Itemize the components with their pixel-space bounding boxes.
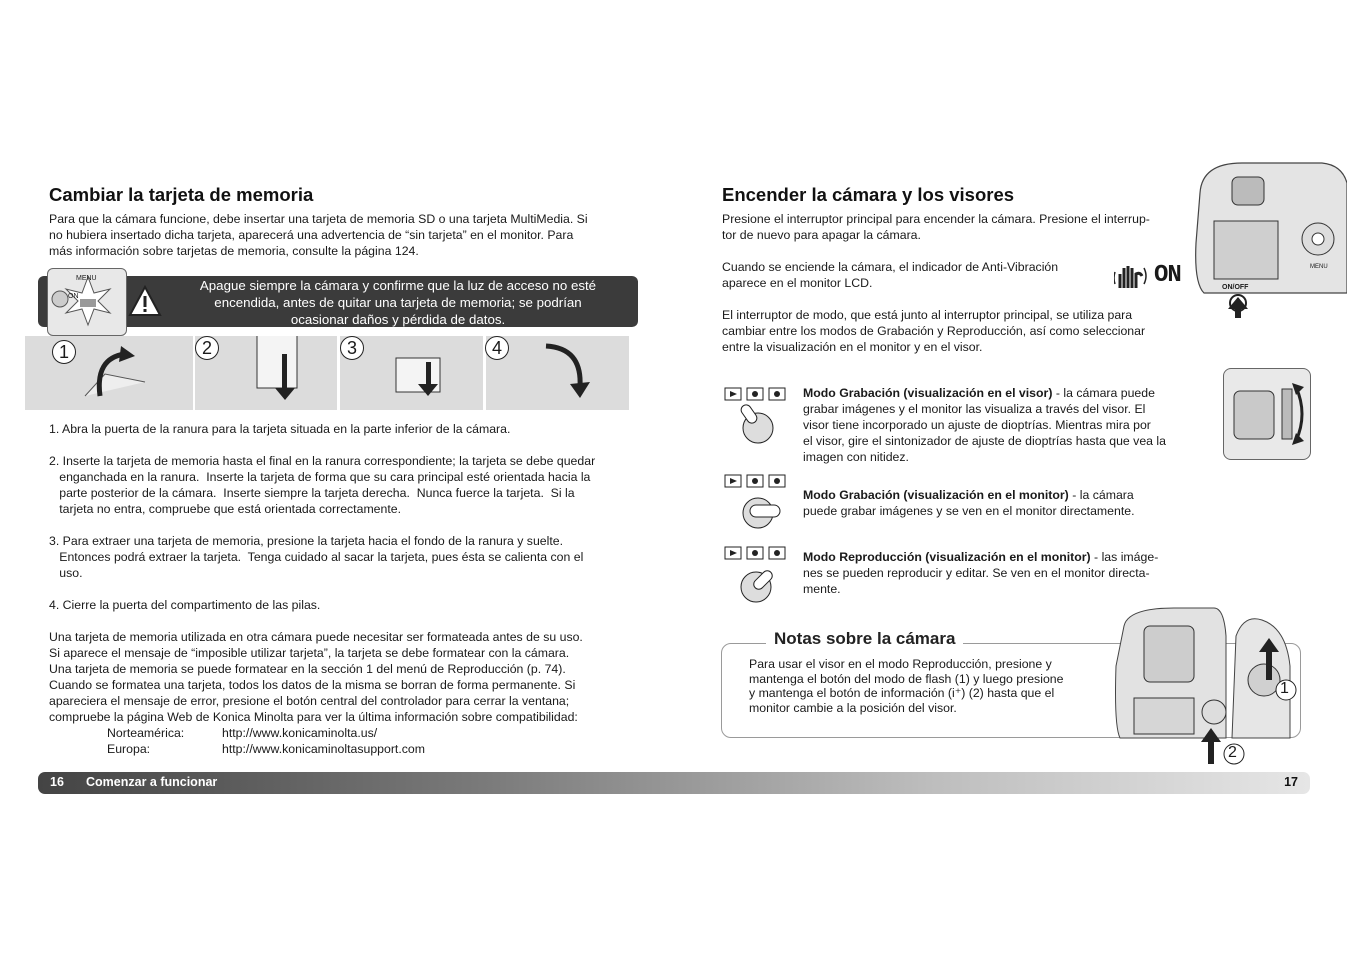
mode-viewfinder-line: el visor, gire el sintonizador de ajuste de dioptrías hasta que vea la (803, 434, 1166, 448)
diopter-dial-illustration (1223, 368, 1311, 460)
step-line: Entonces podrá extraer la tarjeta. Tenga cuidado al sacar la tarjeta, pues ésta se calienta con el (49, 550, 584, 564)
mode-playback-line: - las imáge- (1090, 550, 1159, 564)
onoff-label: ON/OFF (1222, 284, 1249, 291)
format-line: Si aparece el mensaje de “imposible utilizar tarjeta”, la tarjeta se debe formatear con la cámara. (49, 646, 570, 660)
step-line: 3. Para extraer una tarjeta de memoria, presione la tarjeta hacia el fondo de la ranura y suelte. (49, 534, 564, 548)
notes-line: monitor cambie a la posición del visor. (749, 700, 957, 715)
mode-switch-playback-icon (724, 545, 790, 603)
mode-viewfinder-line: - la cámara puede (1052, 386, 1155, 400)
mode-switch-line: El interruptor de modo, que está junto al interruptor principal, se utiliza para (722, 308, 1133, 322)
mode-monitor-title: Modo Grabación (visualización en el monitor) (803, 488, 1069, 502)
intro-paragraph (49, 211, 649, 259)
mode-switch-monitor-icon (724, 473, 790, 531)
warning-line: Apague siempre la cámara y confirme que la luz de acceso no esté (199, 278, 597, 293)
camera-notes-title: Notas sobre la cámara (766, 629, 963, 649)
info-button-number: 2 (1228, 744, 1237, 761)
menu-label: MENU (76, 275, 97, 282)
camera-menu-label: MENU (1310, 264, 1328, 270)
mode-viewfinder-line: visor tiene incorporado un ajuste de dioptrías. Mientras mira por (803, 418, 1151, 432)
link-region-na: Norteamérica: (107, 726, 185, 740)
mode-playback-description (803, 549, 1193, 597)
right-title: Encender la cámara y los visores (722, 184, 1015, 205)
step-illustration-1 (25, 336, 193, 410)
step-line: uso. (49, 566, 83, 580)
power-paragraph (722, 211, 1192, 243)
power-switch-illustration (47, 268, 127, 336)
flash-button-number: 1 (1280, 680, 1289, 697)
step-number-1: 1 (52, 340, 76, 364)
footer-bar (38, 772, 1310, 794)
step-line: 4. Cierre la puerta del compartimento de las pilas. (49, 598, 321, 612)
mode-switch-line: entre la visualización en el monitor y en el visor. (722, 340, 983, 354)
mode-playback-line: mente. (803, 582, 841, 596)
mode-playback-line: nes se pueden reproducir y editar. Se ven en el monitor directa- (803, 566, 1150, 580)
step-line: enganchada en la ranura. Inserte la tarjeta de forma que su cara principal esté orientada hacia la (49, 470, 591, 484)
mode-switch-paragraph (722, 307, 1192, 355)
antivibration-line: aparece en el monitor LCD. (722, 276, 873, 290)
anti-vibration-icon (1114, 262, 1182, 290)
mode-viewfinder-line: grabar imágenes y el monitor las visualiza a través del visor. El (803, 402, 1146, 416)
warning-line: encendida, antes de quitar una tarjeta de memoria; se podrían (214, 295, 582, 310)
antivibration-paragraph (722, 259, 1122, 291)
power-line: tor de nuevo para apagar la cámara. (722, 228, 921, 242)
mode-monitor-line: puede grabar imágenes y se ven en el monitor directamente. (803, 504, 1135, 518)
step-number-4: 4 (485, 336, 509, 360)
notes-line: Para usar el visor en el modo Reproducción, presione y (749, 657, 1052, 671)
right-page-number: 17 (1284, 775, 1298, 789)
left-page-number: 16 (50, 775, 64, 789)
link-url-na[interactable]: http://www.konicaminolta.us/ (222, 726, 378, 740)
format-line: apareciera el mensaje de error, presione el botón central del controlador para cerrar la ventana; (49, 694, 570, 708)
notes-line: mantenga el botón del modo de flash (1) y luego presione (749, 671, 1064, 686)
step-line: tarjeta no entra, compruebe que está orientada correctamente. (49, 502, 402, 516)
step-line: parte posterior de la cámara. Inserte siempre la tarjeta derecha. Nunca fuerce la tarjeta. Si la (49, 486, 575, 500)
format-line: Cuando se formatea una tarjeta, todos los datos de la misma se borran de forma permanente. Si (49, 678, 576, 692)
camera-notes-text (749, 657, 1109, 715)
camera-top-illustration (1114, 606, 1304, 768)
link-url-eu[interactable]: http://www.konicaminoltasupport.com (222, 742, 425, 756)
intro-line: más información sobre tarjetas de memoria, consulte la página 124. (49, 244, 419, 258)
power-line: Presione el interruptor principal para encender la cámara. Presione el interrup- (722, 212, 1150, 226)
format-line: Una tarjeta de memoria utilizada en otra cámara puede necesitar ser formateada antes de su uso. (49, 630, 583, 644)
step-number-2: 2 (195, 336, 219, 360)
left-title: Cambiar la tarjeta de memoria (49, 184, 314, 205)
format-line: Una tarjeta de memoria se puede formatear en la sección 1 del menú de Reproducción (p. 74). (49, 662, 566, 676)
mode-viewfinder-title: Modo Grabación (visualización en el visor) (803, 386, 1053, 400)
mode-monitor-line: - la cámara (1068, 488, 1134, 502)
section-title: Comenzar a funcionar (86, 775, 218, 789)
notes-line: y mantenga el botón de información (i⁺) (2) hasta que el (749, 686, 1055, 700)
step-number-3: 3 (340, 336, 364, 360)
steps-list (49, 421, 649, 613)
format-paragraph (49, 629, 659, 725)
warning-triangle-icon (128, 285, 162, 317)
link-region-eu: Europa: (107, 742, 151, 756)
camera-back-illustration (1192, 153, 1347, 318)
anti-vibration-on-text: ON (1154, 262, 1181, 289)
mode-playback-title: Modo Reproducción (visualización en el monitor) (803, 550, 1091, 564)
step-line: 1. Abra la puerta de la ranura para la tarjeta situada en la parte inferior de la cámara. (49, 422, 511, 436)
format-line: compruebe la página Web de Konica Minolta para ver la última información sobre compatibilidad: (49, 710, 578, 724)
mode-switch-line: cambiar entre los modos de Grabación y Reproducción, así como seleccionar (722, 324, 1146, 338)
on-label: ON (68, 293, 79, 300)
intro-line: no hubiera insertado dicha tarjeta, aparecerá una advertencia de “sin tarjeta” en el monitor. Para (49, 228, 574, 242)
mode-viewfinder-description (803, 385, 1193, 465)
step-line: 2. Inserte la tarjeta de memoria hasta el final en la ranura correspondiente; la tarjeta se debe quedar (49, 454, 596, 468)
mode-monitor-description (803, 487, 1193, 519)
mode-viewfinder-line: imagen con nitidez. (803, 450, 909, 464)
antivibration-line: Cuando se enciende la cámara, el indicador de Anti-Vibración (722, 260, 1059, 274)
intro-line: Para que la cámara funcione, debe insertar una tarjeta de memoria SD o una tarjeta MultiMedia. Si (49, 212, 588, 226)
mode-switch-viewfinder-icon (724, 386, 790, 444)
warning-line: ocasionar daños y pérdida de datos. (290, 312, 506, 327)
